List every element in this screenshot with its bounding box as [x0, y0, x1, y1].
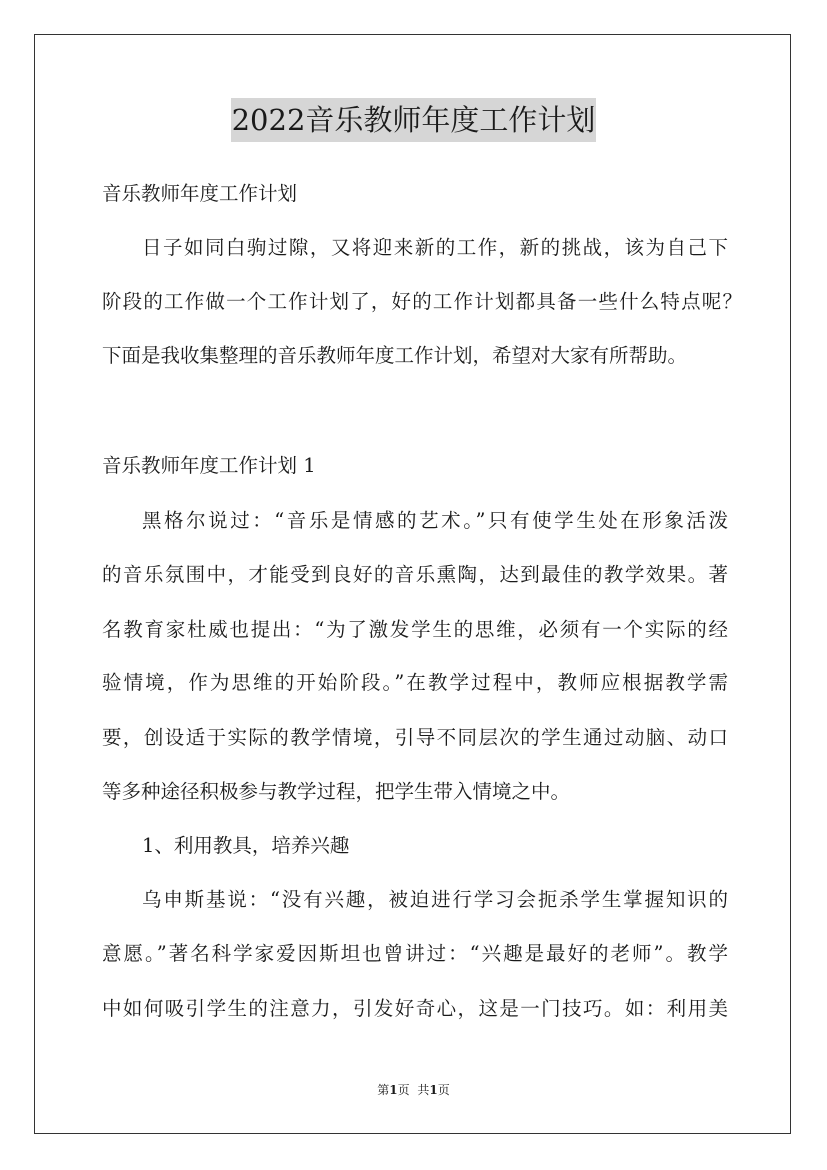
paragraph-line: 阶段的工作做一个工作计划了，好的工作计划都具备一些什么特点呢？	[102, 290, 742, 313]
page-suffix: 页	[397, 1083, 410, 1097]
page-footer	[0, 1082, 827, 1098]
paragraph-line: 等多种途径积极参与教学过程，把学生带入情境之中。	[102, 780, 571, 803]
page-prefix: 第	[377, 1083, 390, 1097]
total-pages: 1	[429, 1083, 438, 1097]
section-heading: 音乐教师年度工作计划 1	[102, 454, 316, 477]
title-container	[0, 98, 827, 142]
page-number: 1	[389, 1083, 398, 1097]
paragraph-line: 验情境，作为思维的开始阶段。”在教学过程中，教师应根据教学需	[102, 671, 728, 694]
paragraph-line: 下面是我收集整理的音乐教师年度工作计划，希望对大家有所帮助。	[102, 344, 688, 367]
paragraph-line: 名教育家杜威也提出：“为了激发学生的思维，必须有一个实际的经	[102, 618, 728, 641]
paragraph-line: 乌申斯基说：“没有兴趣，被迫进行学习会扼杀学生掌握知识的	[142, 888, 728, 911]
subtitle: 音乐教师年度工作计划	[102, 182, 298, 205]
paragraph-line: 意愿。”著名科学家爱因斯坦也曾讲过：“兴趣是最好的老师”。教学	[102, 942, 728, 965]
paragraph-line: 中如何吸引学生的注意力，引发好奇心，这是一门技巧。如：利用美	[102, 997, 728, 1020]
paragraph-line: 黑格尔说过：“音乐是情感的艺术。”只有使学生处在形象活泼	[142, 509, 728, 532]
subsection-heading: 1、利用教具，培养兴趣	[142, 834, 350, 857]
document-title: 2022音乐教师年度工作计划	[231, 98, 597, 142]
paragraph-line: 日子如同白驹过隙，又将迎来新的工作，新的挑战，该为自己下	[142, 236, 728, 259]
paragraph-line: 要，创设适于实际的教学情境，引导不同层次的学生通过动脑、动口	[102, 726, 728, 749]
total-suffix: 页	[437, 1083, 450, 1097]
total-prefix: 共	[417, 1083, 430, 1097]
paragraph-line: 的音乐氛围中，才能受到良好的音乐熏陶，达到最佳的教学效果。著	[102, 563, 728, 586]
